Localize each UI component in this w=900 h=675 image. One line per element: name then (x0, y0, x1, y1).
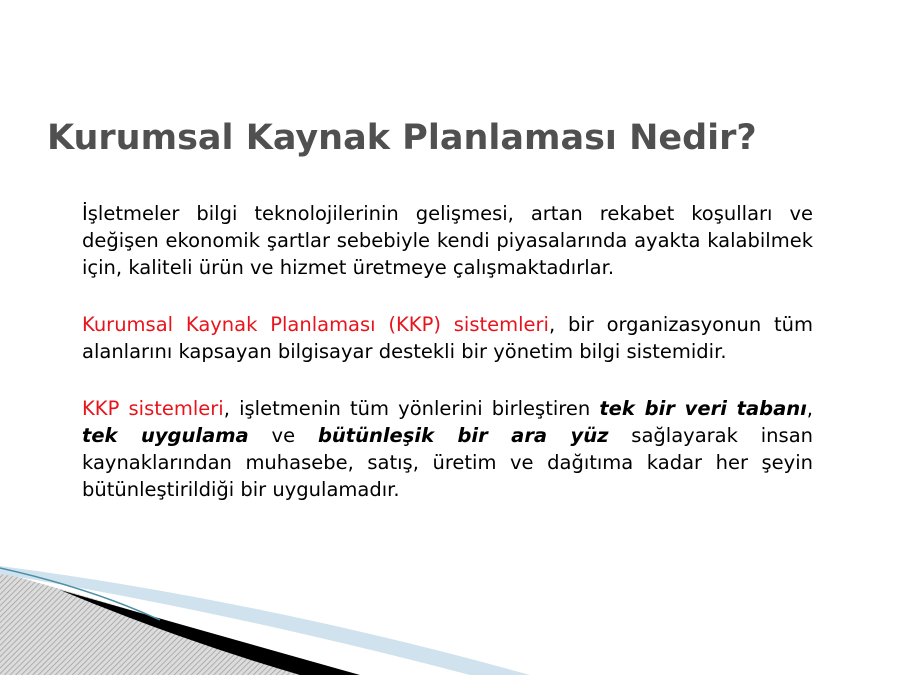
emphasis-single-database: tek bir veri tabanı (599, 397, 807, 420)
kkp-systems-term: KKP sistemleri (82, 397, 224, 420)
paragraph-3-text-a: , işletmenin tüm yönlerini birleştiren (223, 397, 600, 420)
paragraph-3-text-d: ve (248, 424, 318, 447)
paragraph-3 (82, 395, 813, 503)
paragraph-1-text: İşletmeler bilgi teknolojilerinin gelişmesi, artan rekabet koşulları ve değişen ekonomik şartlar sebebiyle kendi piyasalarında ayakta kalabilmek için, kaliteli ürün ve hizmet üretmeye çalışmaktadırlar. (82, 202, 813, 279)
slide-body (82, 200, 813, 533)
slide-title: Kurumsal Kaynak Planlaması Nedir? (47, 118, 757, 158)
paragraph-2 (82, 311, 813, 365)
emphasis-single-application: tek uygulama (82, 424, 249, 447)
kkp-definition-term: Kurumsal Kaynak Planlaması (KKP) sistemleri (82, 313, 549, 336)
emphasis-integrated-interface: bütünleşik bir ara yüz (317, 424, 609, 447)
paragraph-1 (82, 200, 813, 281)
paragraph-2-text: , bir organizasyonun tüm alanlarını kapsayan bilgisayar destekli bir yönetim bilgi sistemidir. (82, 313, 813, 363)
paragraph-3-text-e: sağlayarak insan kaynaklarından muhasebe, satış, üretim ve dağıtıma kadar her şeyin bütünleştirildiği bir uygulamadır. (82, 424, 813, 501)
paragraph-3-text-c: , (806, 397, 813, 420)
